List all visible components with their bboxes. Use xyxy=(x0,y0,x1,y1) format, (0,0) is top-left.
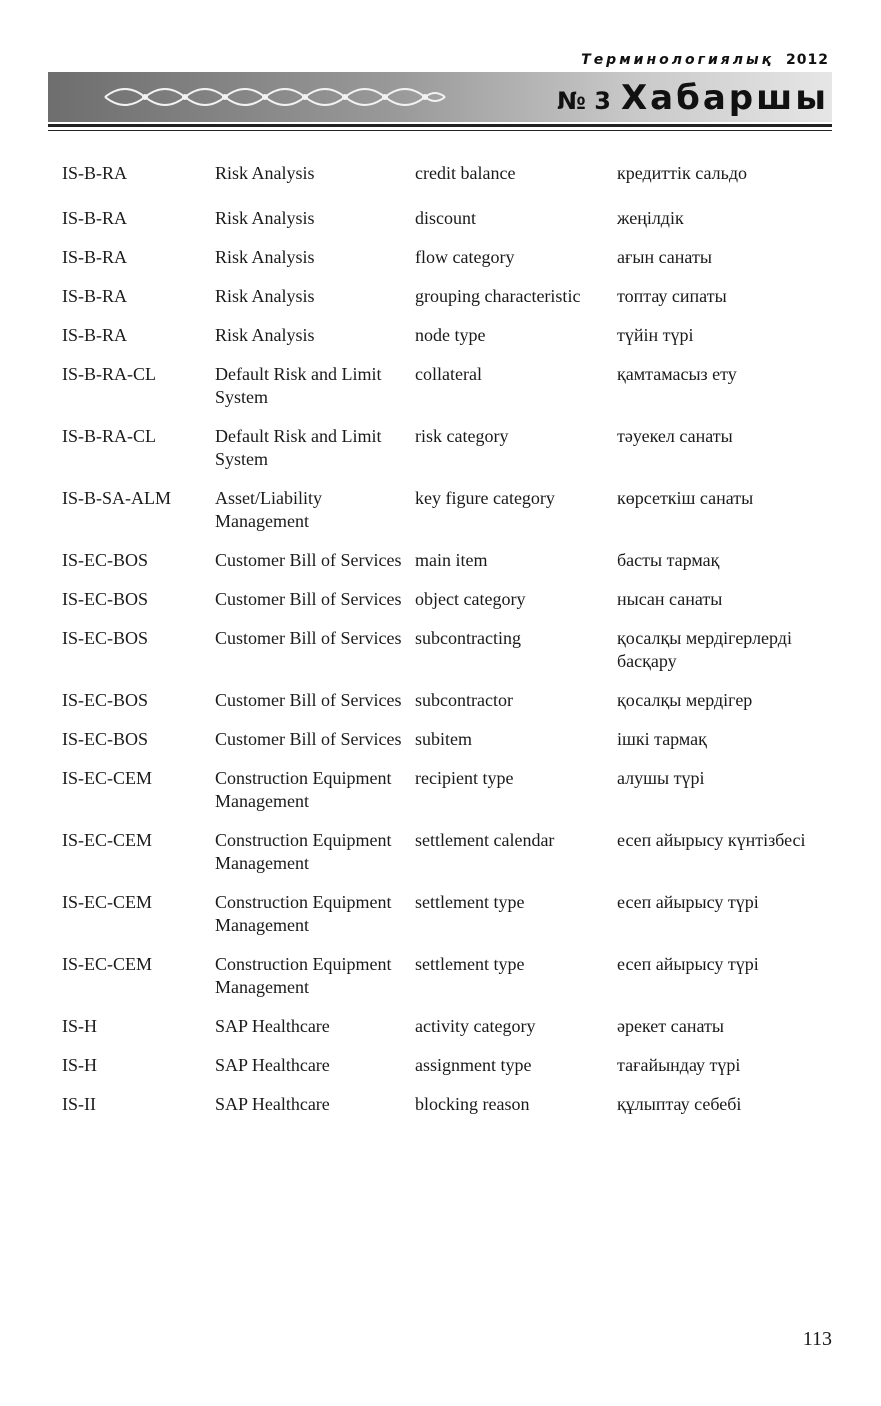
translation-cell: қосалқы мердігер xyxy=(617,690,753,710)
term-cell: blocking reason xyxy=(415,1094,530,1114)
area-cell: Customer Bill of Services xyxy=(215,628,402,648)
table-row xyxy=(62,324,832,347)
code-cell: IS-II xyxy=(62,1094,96,1114)
code-cell: IS-H xyxy=(62,1016,97,1036)
page-number: 113 xyxy=(802,1328,832,1350)
code-cell: IS-EC-CEM xyxy=(62,830,152,850)
area-cell: Asset/Liability Management xyxy=(215,488,322,531)
table-row xyxy=(62,1093,832,1116)
translation-cell: тағайындау түрі xyxy=(617,1055,741,1075)
translation-cell: қамтамасыз ету xyxy=(617,364,737,384)
header-rule-thin xyxy=(48,130,832,131)
area-cell: Risk Analysis xyxy=(215,286,315,306)
term-cell: settlement calendar xyxy=(415,830,555,850)
area-cell: Risk Analysis xyxy=(215,247,315,267)
table-row xyxy=(62,246,832,269)
code-cell: IS-B-SA-ALM xyxy=(62,488,172,508)
translation-cell: топтау сипаты xyxy=(617,286,727,306)
translation-cell: құлыптау себебі xyxy=(617,1094,742,1114)
term-cell: subcontractor xyxy=(415,690,513,710)
term-cell: grouping characteristic xyxy=(415,286,581,306)
term-cell: node type xyxy=(415,325,486,345)
terminology-table xyxy=(62,162,832,1116)
code-cell: IS-EC-BOS xyxy=(62,550,149,570)
term-cell: risk category xyxy=(415,426,509,446)
term-cell: subitem xyxy=(415,729,472,749)
translation-cell: ішкі тармақ xyxy=(617,729,707,749)
translation-cell: кредиттік сальдо xyxy=(617,163,747,183)
translation-cell: нысан санаты xyxy=(617,589,723,609)
code-cell: IS-B-RA xyxy=(62,286,128,306)
code-cell: IS-B-RA-CL xyxy=(62,364,156,384)
table-row xyxy=(62,363,832,409)
area-cell: Customer Bill of Services xyxy=(215,729,402,749)
table-row xyxy=(62,891,832,937)
ornament-pattern xyxy=(100,78,450,116)
area-cell: Customer Bill of Services xyxy=(215,550,402,570)
code-cell: IS-EC-CEM xyxy=(62,768,152,788)
table-row xyxy=(62,425,832,471)
area-cell: Risk Analysis xyxy=(215,208,315,228)
area-cell: SAP Healthcare xyxy=(215,1094,330,1114)
journal-series: Терминологиялық xyxy=(581,52,775,68)
term-cell: key figure category xyxy=(415,488,555,508)
table-row xyxy=(62,829,832,875)
table-row xyxy=(62,162,832,185)
area-cell: Default Risk and Limit System xyxy=(215,364,382,407)
code-cell: IS-EC-CEM xyxy=(62,954,152,974)
table-row xyxy=(62,627,832,673)
table-row xyxy=(62,1054,832,1077)
code-cell: IS-B-RA xyxy=(62,208,128,228)
table-row xyxy=(62,285,832,308)
table-row xyxy=(62,953,832,999)
area-cell: Customer Bill of Services xyxy=(215,589,402,609)
table-row xyxy=(62,207,832,230)
area-cell: Risk Analysis xyxy=(215,325,315,345)
term-cell: settlement type xyxy=(415,954,525,974)
area-cell: SAP Healthcare xyxy=(215,1055,330,1075)
code-cell: IS-B-RA-CL xyxy=(62,426,156,446)
table-row xyxy=(62,728,832,751)
code-cell: IS-EC-CEM xyxy=(62,892,152,912)
area-cell: Risk Analysis xyxy=(215,163,315,183)
translation-cell: қосалқы мердігерлерді басқару xyxy=(617,628,792,671)
area-cell: SAP Healthcare xyxy=(215,1016,330,1036)
translation-cell: есеп айырысу түрі xyxy=(617,892,759,912)
code-cell: IS-B-RA xyxy=(62,325,128,345)
area-cell: Construction Equipment Management xyxy=(215,954,392,997)
translation-cell: басты тармақ xyxy=(617,550,720,570)
journal-year: 2012 xyxy=(786,52,829,68)
translation-cell: есеп айырысу күнтізбесі xyxy=(617,830,806,850)
term-cell: object category xyxy=(415,589,526,609)
table-row xyxy=(62,487,832,533)
code-cell: IS-H xyxy=(62,1055,97,1075)
table-row xyxy=(62,1015,832,1038)
translation-cell: әрекет санаты xyxy=(617,1016,724,1036)
term-cell: main item xyxy=(415,550,488,570)
code-cell: IS-EC-BOS xyxy=(62,729,149,749)
area-cell: Construction Equipment Management xyxy=(215,830,392,873)
code-cell: IS-EC-BOS xyxy=(62,589,149,609)
translation-cell: алушы түрі xyxy=(617,768,705,788)
header-rule xyxy=(48,124,832,127)
term-cell: settlement type xyxy=(415,892,525,912)
table-row xyxy=(62,549,832,572)
table-row xyxy=(62,767,832,813)
area-cell: Construction Equipment Management xyxy=(215,768,392,811)
term-cell: assignment type xyxy=(415,1055,532,1075)
area-cell: Default Risk and Limit System xyxy=(215,426,382,469)
area-cell: Construction Equipment Management xyxy=(215,892,392,935)
term-cell: flow category xyxy=(415,247,515,267)
code-cell: IS-EC-BOS xyxy=(62,690,149,710)
translation-cell: түйін түрі xyxy=(617,325,694,345)
code-cell: IS-B-RA xyxy=(62,247,128,267)
issue-title xyxy=(557,78,829,118)
code-cell: IS-EC-BOS xyxy=(62,628,149,648)
term-cell: activity category xyxy=(415,1016,536,1036)
issue-number: № 3 xyxy=(557,87,611,115)
translation-cell: тәуекел санаты xyxy=(617,426,733,446)
translation-cell: есеп айырысу түрі xyxy=(617,954,759,974)
term-cell: recipient type xyxy=(415,768,514,788)
term-cell: collateral xyxy=(415,364,482,384)
code-cell: IS-B-RA xyxy=(62,163,128,183)
translation-cell: ағын санаты xyxy=(617,247,712,267)
area-cell: Customer Bill of Services xyxy=(215,690,402,710)
journal-title xyxy=(581,52,829,68)
term-cell: credit balance xyxy=(415,163,516,183)
term-cell: discount xyxy=(415,208,476,228)
term-cell: subcontracting xyxy=(415,628,521,648)
translation-cell: көрсеткіш санаты xyxy=(617,488,754,508)
table-row xyxy=(62,689,832,712)
table-row xyxy=(62,588,832,611)
journal-name: Хабаршы xyxy=(620,78,829,118)
translation-cell: жеңілдік xyxy=(617,208,684,228)
